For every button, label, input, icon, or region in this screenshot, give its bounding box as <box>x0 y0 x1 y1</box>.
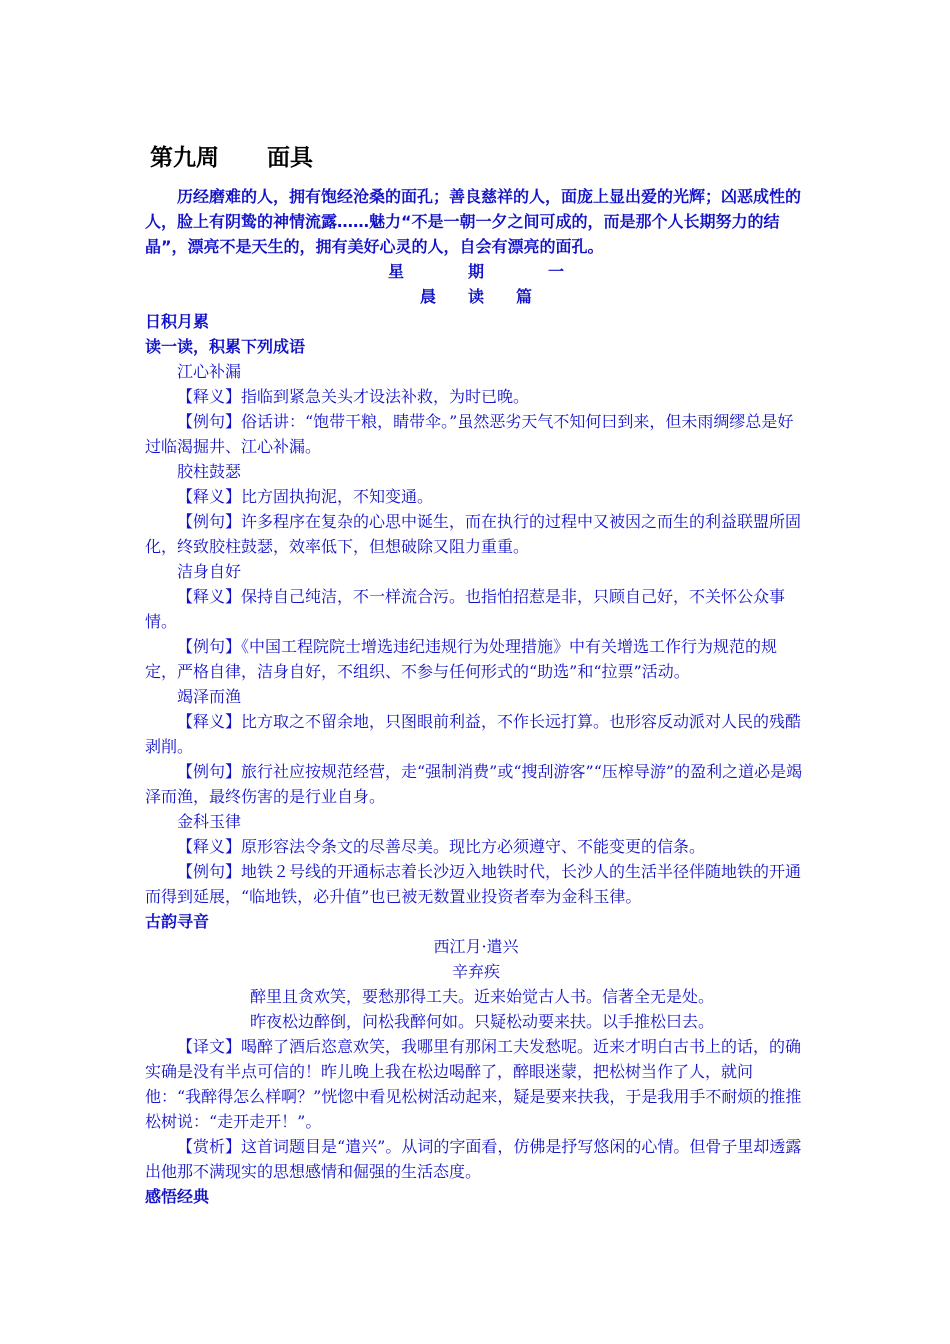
poem-author: 辛弃疾 <box>451 962 500 981</box>
idiom-name: 江心补漏 <box>177 362 242 381</box>
idiom-list <box>145 359 807 909</box>
idiom-meaning: 【释义】指临到紧急关头才设法补救，为时已晚。 <box>177 387 530 406</box>
idiom-example: 【例句】旅行社应按规范经营，走“强制消费”或“搜刮游客”“压榨导游”的盈利之道必是竭泽而渔，最终伤害的是行业自身。 <box>145 762 803 806</box>
poem-line: 醉里且贪欢笑，要愁那得工夫。近来始觉古人书。信著全无是处。 <box>250 987 715 1006</box>
week-label: 第九周 <box>150 145 219 171</box>
idiom-example: 【例句】俗话讲：“饱带干粮，睛带伞。”虽然恶劣天气不知何曰到来，但未雨绸缪总是好过临渴掘井、江心补漏。 <box>145 412 794 456</box>
day-heading: 星 期 一 <box>387 262 564 281</box>
idiom-name: 竭泽而渔 <box>177 687 242 706</box>
poem-appreciation: 【赏析】这首词题目是“遣兴”。从词的字面看，仿佛是抒写悠闲的心情。但骨子里却透露出他那不满现实的思想感情和倔强的生活态度。 <box>145 1137 802 1181</box>
part-heading: 晨 读 篇 <box>419 287 532 306</box>
idiom-meaning: 【释义】比方固执拘泥，不知变通。 <box>177 487 434 506</box>
idiom-example: 【例句】《中国工程院院士增选违纪违规行为处理措施》中有关增选工作行为规范的规定，严格自律，洁身自好，不组织、不参与任何形式的“助选”和“拉票”活动。 <box>145 637 778 681</box>
idiom-meaning: 【释义】原形容法令条文的尽善尽美。现比方必须遵守、不能变更的信条。 <box>177 837 706 856</box>
idiom-meaning: 【释义】保持自己纯洁，不一样流合污。也指怕招惹是非，只顾自己好，不关怀公众事情。 <box>145 587 786 631</box>
section-heading-accumulate: 日积月累 <box>145 312 210 331</box>
idiom-name: 金科玉律 <box>177 812 242 831</box>
intro-paragraph: 历经磨难的人，拥有饱经沧桑的面孔；善良慈祥的人，面庞上显出爱的光辉；凶恶成性的人，脸上有阴鸷的神情流露……魅力“不是一朝一夕之间可成的，而是那个人长期努力的结晶”，漂亮不是天生的，拥有美好心灵的人，自会有漂亮的面孔。 <box>145 187 802 256</box>
section-subheading: 读一读，积累下列成语 <box>145 337 306 356</box>
poem-line: 昨夜松边醉倒，问松我醉何如。只疑松动要来扶。以手推松曰去。 <box>250 1012 715 1031</box>
topic-label: 面具 <box>267 145 313 171</box>
section-heading-poem: 古韵寻音 <box>145 912 210 931</box>
idiom-meaning: 【释义】比方取之不留余地，只图眼前利益，不作长远打算。也形容反动派对人民的残酷剥削。 <box>145 712 802 756</box>
idiom-example: 【例句】许多程序在复杂的心思中诞生，而在执行的过程中又被因之而生的利益联盟所固化，终致胶柱鼓瑟，效率低下，但想破除又阻力重重。 <box>145 512 802 556</box>
page-content <box>145 140 807 1209</box>
poem-translation: 【译文】喝醉了酒后恣意欢笑，我哪里有那闲工夫发愁呢。近来才明白古书上的话，的确实确是没有半点可信的！昨儿晚上我在松边喝醉了，醉眼迷蒙，把松树当作了人，就问他：“我醉得怎么样啊？”恍惚中看见松树活动起来，疑是要来扶我，于是我用手不耐烦的推推松树说：“走开走开！”。 <box>145 1037 802 1131</box>
page-title <box>145 140 807 176</box>
idiom-name: 胶柱鼓瑟 <box>177 462 242 481</box>
poem-title: 西江月·遣兴 <box>433 937 519 956</box>
section-heading-classics: 感悟经典 <box>145 1187 210 1206</box>
idiom-name: 洁身自好 <box>177 562 242 581</box>
idiom-example: 【例句】地铁２号线的开通标志着长沙迈入地铁时代，长沙人的生活半径伴随地铁的开通而得到延展，“临地铁，必升值”也已被无数置业投资者奉为金科玉律。 <box>145 862 802 906</box>
